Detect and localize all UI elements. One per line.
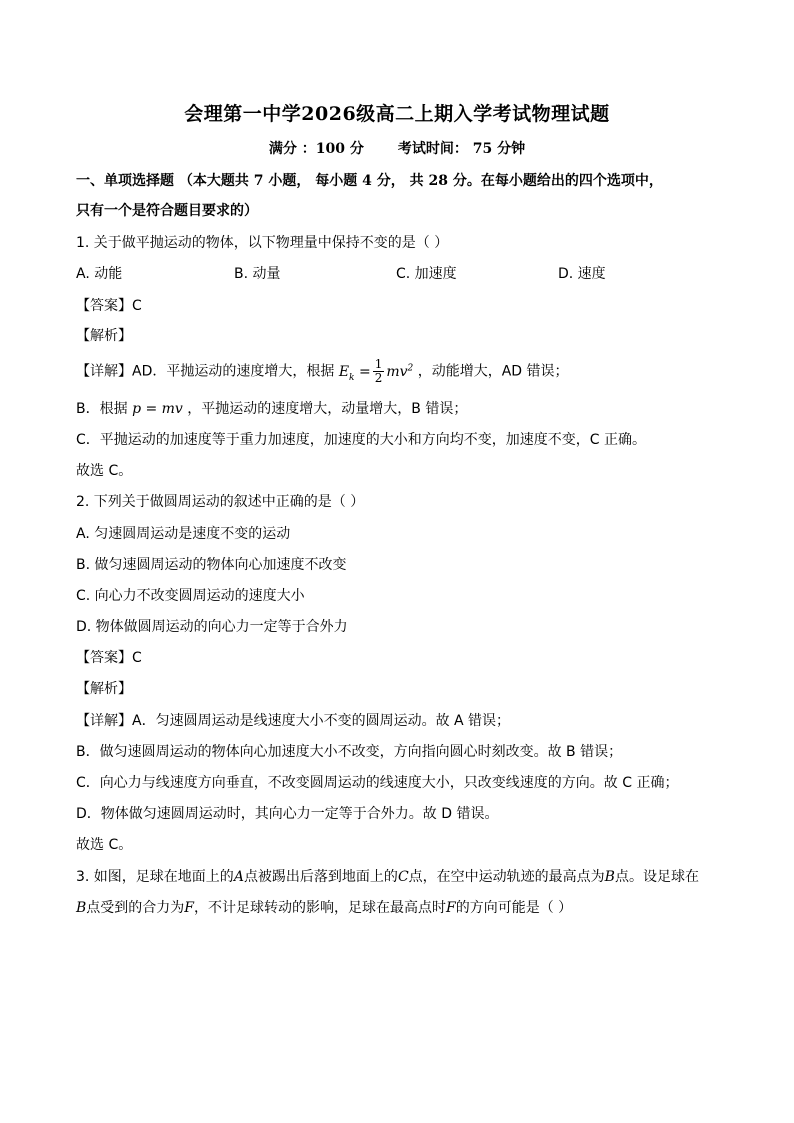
q1-option-c: C. 加速度 bbox=[396, 266, 457, 282]
q3-stem-line1: 3. 如图，足球在地面上的A点被踢出后落到地面上的C点，在空中运动轨迹的最高点为B点。设足球在 bbox=[76, 869, 699, 885]
q1-conclusion: 故选 C。 bbox=[76, 463, 133, 479]
q1-detail-ad-suffix: ，动能增大，AD 错误； bbox=[417, 363, 569, 380]
q1-option-b: B. 动量 bbox=[234, 266, 281, 282]
q2-option-d: D. 物体做圆周运动的向心力一定等于合外力 bbox=[76, 619, 348, 635]
mv-squared: $mv^2$ bbox=[386, 362, 414, 380]
q2-option-a: A. 匀速圆周运动是速度不变的运动 bbox=[76, 526, 291, 542]
section-heading-line2: 只有一个是符合题目要求的） bbox=[76, 203, 258, 219]
one-half-fraction: $\frac{1}{2}$ bbox=[374, 357, 383, 385]
q2-detail-b: B．做匀速圆周运动的物体向心加速度大小不改变，方向指向圆心时刻改变。故 B 错误； bbox=[76, 744, 623, 760]
q2-conclusion: 故选 C。 bbox=[76, 837, 133, 853]
q2-option-c: C. 向心力不改变圆周运动的速度大小 bbox=[76, 588, 305, 604]
section-heading-line1: 一、单项选择题 （本大题共 7 小题， 每小题 4 分， 共 28 分。在每小题给出的四个选项中， bbox=[76, 173, 663, 189]
q2-stem: 2. 下列关于做圆周运动的叙述中正确的是（ ） bbox=[76, 494, 365, 510]
point-c-var: C bbox=[397, 869, 409, 885]
exam-time: 考试时间： 75 分钟 bbox=[397, 141, 526, 157]
q1-answer: 【答案】C bbox=[76, 298, 142, 314]
q1-stem: 1. 关于做平抛运动的物体，以下物理量中保持不变的是（ ） bbox=[76, 235, 449, 251]
q2-option-b: B. 做匀速圆周运动的物体向心加速度不改变 bbox=[76, 557, 347, 573]
q1-detail-c: C．平抛运动的加速度等于重力加速度，加速度的大小和方向均不变，加速度不变，C 正确。 bbox=[76, 432, 646, 448]
q1-analysis-label: 【解析】 bbox=[76, 328, 132, 344]
q2-answer: 【答案】C bbox=[76, 650, 142, 666]
momentum-formula: p = mv bbox=[132, 401, 183, 417]
point-b-var-2: B bbox=[76, 900, 87, 916]
force-f-var: F bbox=[184, 900, 195, 916]
kinetic-energy-formula: $E_k$ = bbox=[338, 363, 371, 383]
point-a-var: A bbox=[233, 869, 244, 885]
q2-analysis-label: 【解析】 bbox=[76, 681, 132, 697]
q1-option-d: D. 速度 bbox=[558, 266, 606, 282]
exam-title: 会理第一中学2026级高二上期入学考试物理试题 bbox=[184, 103, 610, 125]
q1-detail-ad-prefix: 【详解】AD．平抛运动的速度增大，根据 bbox=[76, 363, 335, 380]
q2-detail-c: C．向心力与线速度方向垂直，不改变圆周运动的线速度大小，只改变线速度的方向。故 C 正确； bbox=[76, 775, 679, 791]
force-f-var-2: F bbox=[446, 900, 456, 916]
full-marks: 满分 ：100 分 bbox=[268, 141, 364, 157]
exam-subtitle bbox=[0, 139, 794, 159]
q1-detail-ad bbox=[76, 358, 569, 386]
q1-detail-b: B．根据 p = mv ，平抛运动的速度增大，动量增大，B 错误； bbox=[76, 401, 468, 417]
q2-detail-a: 【详解】A．匀速圆周运动是线速度大小不变的圆周运动。故 A 错误； bbox=[76, 713, 511, 729]
q1-option-a: A. 动能 bbox=[76, 266, 123, 282]
point-b-var: B bbox=[604, 869, 615, 885]
q3-stem-line2: B点受到的合力为F，不计足球转动的影响，足球在最高点时F的方向可能是（ ） bbox=[76, 900, 573, 916]
q2-detail-d: D．物体做匀速圆周运动时，其向心力一定等于合外力。故 D 错误。 bbox=[76, 806, 499, 822]
